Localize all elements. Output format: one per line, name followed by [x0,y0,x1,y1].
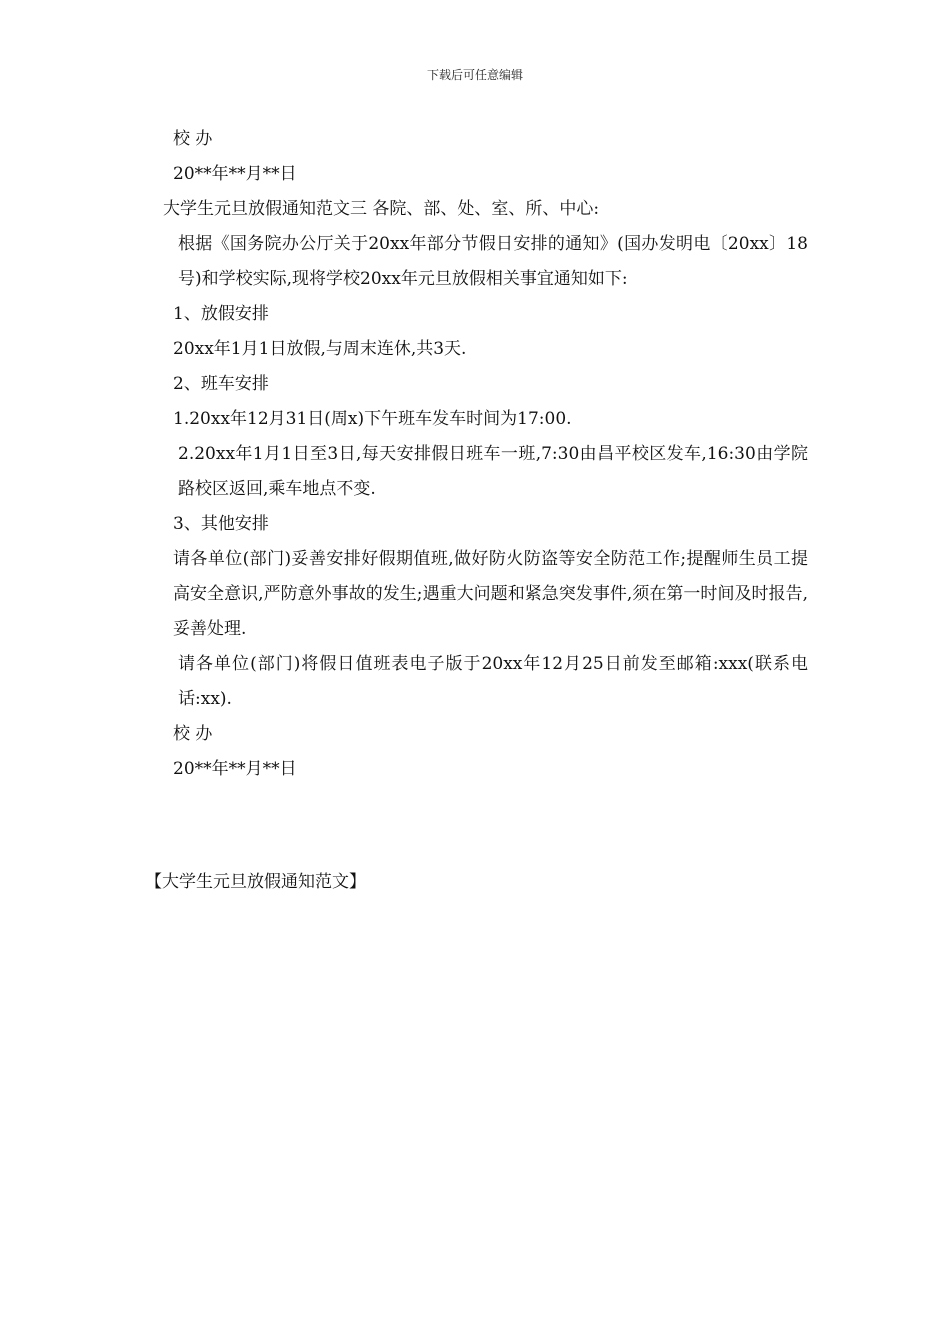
document-body [145,122,808,900]
item3-text-1: 请各单位(部门)妥善安排好假期值班,做好防火防盗等安全防范工作;提醒师生员工提高安全意识,严防意外事故的发生;遇重大问题和紧急突发事件,须在第一时间及时报告,妥善处理. [173,549,808,639]
item2-text-1: 1.20xx年12月31日(周x)下午班车发车时间为17:00. [173,409,572,429]
signature-office: 校 办 [173,129,213,149]
signature-date: 20**年**月**日 [173,164,297,184]
signature-date-2: 20**年**月**日 [173,759,297,779]
item2-text-2: 2.20xx年1月1日至3日,每天安排假日班车一班,7:30由昌平校区发车,16:30由学院路校区返回,乘车地点不变. [178,444,808,499]
item3-heading: 3、其他安排 [173,514,269,534]
item2-heading: 2、班车安排 [173,374,269,394]
section-title: 大学生元旦放假通知范文三 各院、部、处、室、所、中心: [163,199,600,219]
item1-heading: 1、放假安排 [173,304,269,324]
item1-text: 20xx年1月1日放假,与周末连休,共3天. [173,339,467,359]
intro-paragraph: 根据《国务院办公厅关于20xx年部分节假日安排的通知》(国办发明电〔20xx〕18号)和学校实际,现将学校20xx年元旦放假相关事宜通知如下: [178,234,808,289]
footer-link[interactable]: 【大学生元旦放假通知范文】 [145,872,366,892]
page-header-note: 下载后可任意编辑 [426,68,523,82]
item3-text-2: 请各单位(部门)将假日值班表电子版于20xx年12月25日前发至邮箱:xxx(联系电话:xx). [178,654,808,709]
spacer [145,787,808,865]
signature-office-2: 校 办 [173,724,213,744]
